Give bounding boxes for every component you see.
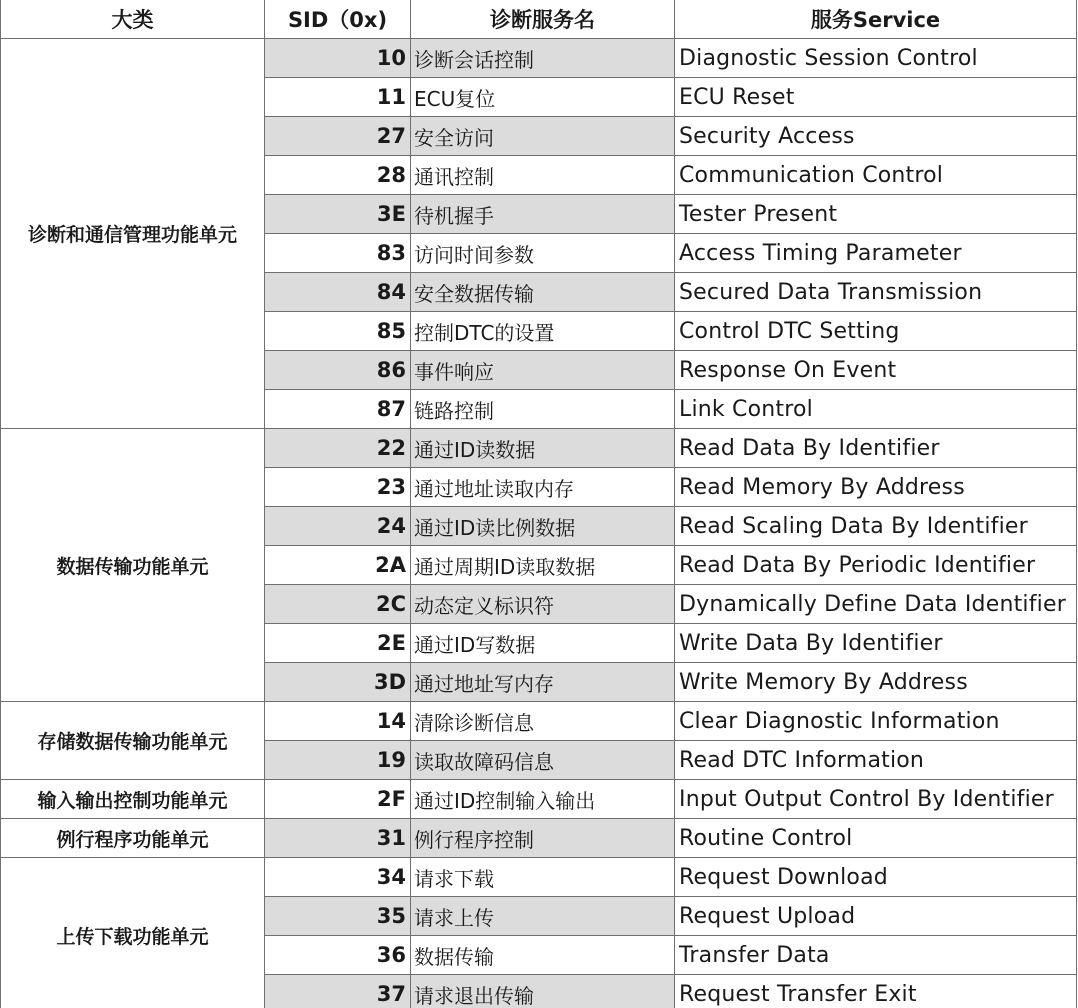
table-row [1,39,1077,78]
sid-cell: 2F [265,780,411,819]
table-row [1,702,1077,741]
sid-cell: 11 [265,78,411,117]
service-name-cn-cell: 例行程序控制 [411,819,675,858]
sid-cell: 2A [265,546,411,585]
sid-cell: 31 [265,819,411,858]
service-name-cn-cell: 通过ID读比例数据 [411,507,675,546]
header-service-en: 服务Service [675,0,1077,39]
service-name-en-cell: Routine Control [675,819,1077,858]
sid-cell: 86 [265,351,411,390]
service-name-cn-cell: 请求下载 [411,858,675,897]
table-row [1,858,1077,897]
service-name-en-cell: Tester Present [675,195,1077,234]
sid-cell: 36 [265,936,411,975]
header-sid: SID（0x) [265,0,411,39]
service-name-cn-cell: ECU复位 [411,78,675,117]
service-name-en-cell: Write Memory By Address [675,663,1077,702]
category-cell: 存储数据传输功能单元 [1,702,265,780]
table-row [1,780,1077,819]
service-name-en-cell: Security Access [675,117,1077,156]
service-name-en-cell: Communication Control [675,156,1077,195]
service-name-cn-cell: 控制DTC的设置 [411,312,675,351]
service-name-en-cell: Write Data By Identifier [675,624,1077,663]
service-name-cn-cell: 安全数据传输 [411,273,675,312]
service-name-en-cell: Input Output Control By Identifier [675,780,1077,819]
sid-cell: 27 [265,117,411,156]
service-name-cn-cell: 读取故障码信息 [411,741,675,780]
service-name-cn-cell: 通过周期ID读取数据 [411,546,675,585]
service-name-en-cell: Read Data By Periodic Identifier [675,546,1077,585]
sid-cell: 23 [265,468,411,507]
service-name-en-cell: Response On Event [675,351,1077,390]
service-name-en-cell: Transfer Data [675,936,1077,975]
sid-cell: 3E [265,195,411,234]
service-name-en-cell: Access Timing Parameter [675,234,1077,273]
sid-cell: 3D [265,663,411,702]
service-name-en-cell: Request Download [675,858,1077,897]
service-name-en-cell: ECU Reset [675,78,1077,117]
service-name-cn-cell: 通讯控制 [411,156,675,195]
header-service-cn: 诊断服务名 [411,0,675,39]
table-header-row [1,0,1077,39]
service-name-cn-cell: 通过ID读数据 [411,429,675,468]
service-name-cn-cell: 链路控制 [411,390,675,429]
service-name-cn-cell: 诊断会话控制 [411,39,675,78]
service-name-cn-cell: 请求退出传输 [411,975,675,1008]
service-name-en-cell: Read Data By Identifier [675,429,1077,468]
service-name-en-cell: Request Transfer Exit [675,975,1077,1008]
service-name-cn-cell: 请求上传 [411,897,675,936]
service-name-cn-cell: 访问时间参数 [411,234,675,273]
service-name-en-cell: Request Upload [675,897,1077,936]
service-name-cn-cell: 通过地址写内存 [411,663,675,702]
sid-cell: 22 [265,429,411,468]
service-name-cn-cell: 动态定义标识符 [411,585,675,624]
sid-cell: 83 [265,234,411,273]
category-cell: 数据传输功能单元 [1,429,265,702]
category-cell: 诊断和通信管理功能单元 [1,39,265,429]
sid-cell: 10 [265,39,411,78]
sid-cell: 35 [265,897,411,936]
table-body [1,39,1077,1008]
service-name-en-cell: Diagnostic Session Control [675,39,1077,78]
category-cell: 输入输出控制功能单元 [1,780,265,819]
sid-cell: 28 [265,156,411,195]
service-name-en-cell: Dynamically Define Data Identifier [675,585,1077,624]
service-name-en-cell: Secured Data Transmission [675,273,1077,312]
sid-cell: 14 [265,702,411,741]
service-name-en-cell: Read Memory By Address [675,468,1077,507]
sid-cell: 19 [265,741,411,780]
service-name-cn-cell: 安全访问 [411,117,675,156]
sid-cell: 2E [265,624,411,663]
header-category: 大类 [1,0,265,39]
service-name-en-cell: Read Scaling Data By Identifier [675,507,1077,546]
sid-cell: 87 [265,390,411,429]
category-cell: 例行程序功能单元 [1,819,265,858]
sid-cell: 24 [265,507,411,546]
table-row [1,429,1077,468]
service-name-cn-cell: 通过ID写数据 [411,624,675,663]
service-name-en-cell: Control DTC Setting [675,312,1077,351]
service-name-cn-cell: 数据传输 [411,936,675,975]
table-row [1,819,1077,858]
category-cell: 上传下载功能单元 [1,858,265,1008]
sid-cell: 85 [265,312,411,351]
service-name-en-cell: Read DTC Information [675,741,1077,780]
service-name-cn-cell: 事件响应 [411,351,675,390]
service-name-en-cell: Link Control [675,390,1077,429]
sid-cell: 37 [265,975,411,1008]
service-name-cn-cell: 通过ID控制输入输出 [411,780,675,819]
service-name-cn-cell: 通过地址读取内存 [411,468,675,507]
service-name-cn-cell: 清除诊断信息 [411,702,675,741]
sid-cell: 84 [265,273,411,312]
sid-cell: 2C [265,585,411,624]
sid-cell: 34 [265,858,411,897]
service-name-en-cell: Clear Diagnostic Information [675,702,1077,741]
service-name-cn-cell: 待机握手 [411,195,675,234]
